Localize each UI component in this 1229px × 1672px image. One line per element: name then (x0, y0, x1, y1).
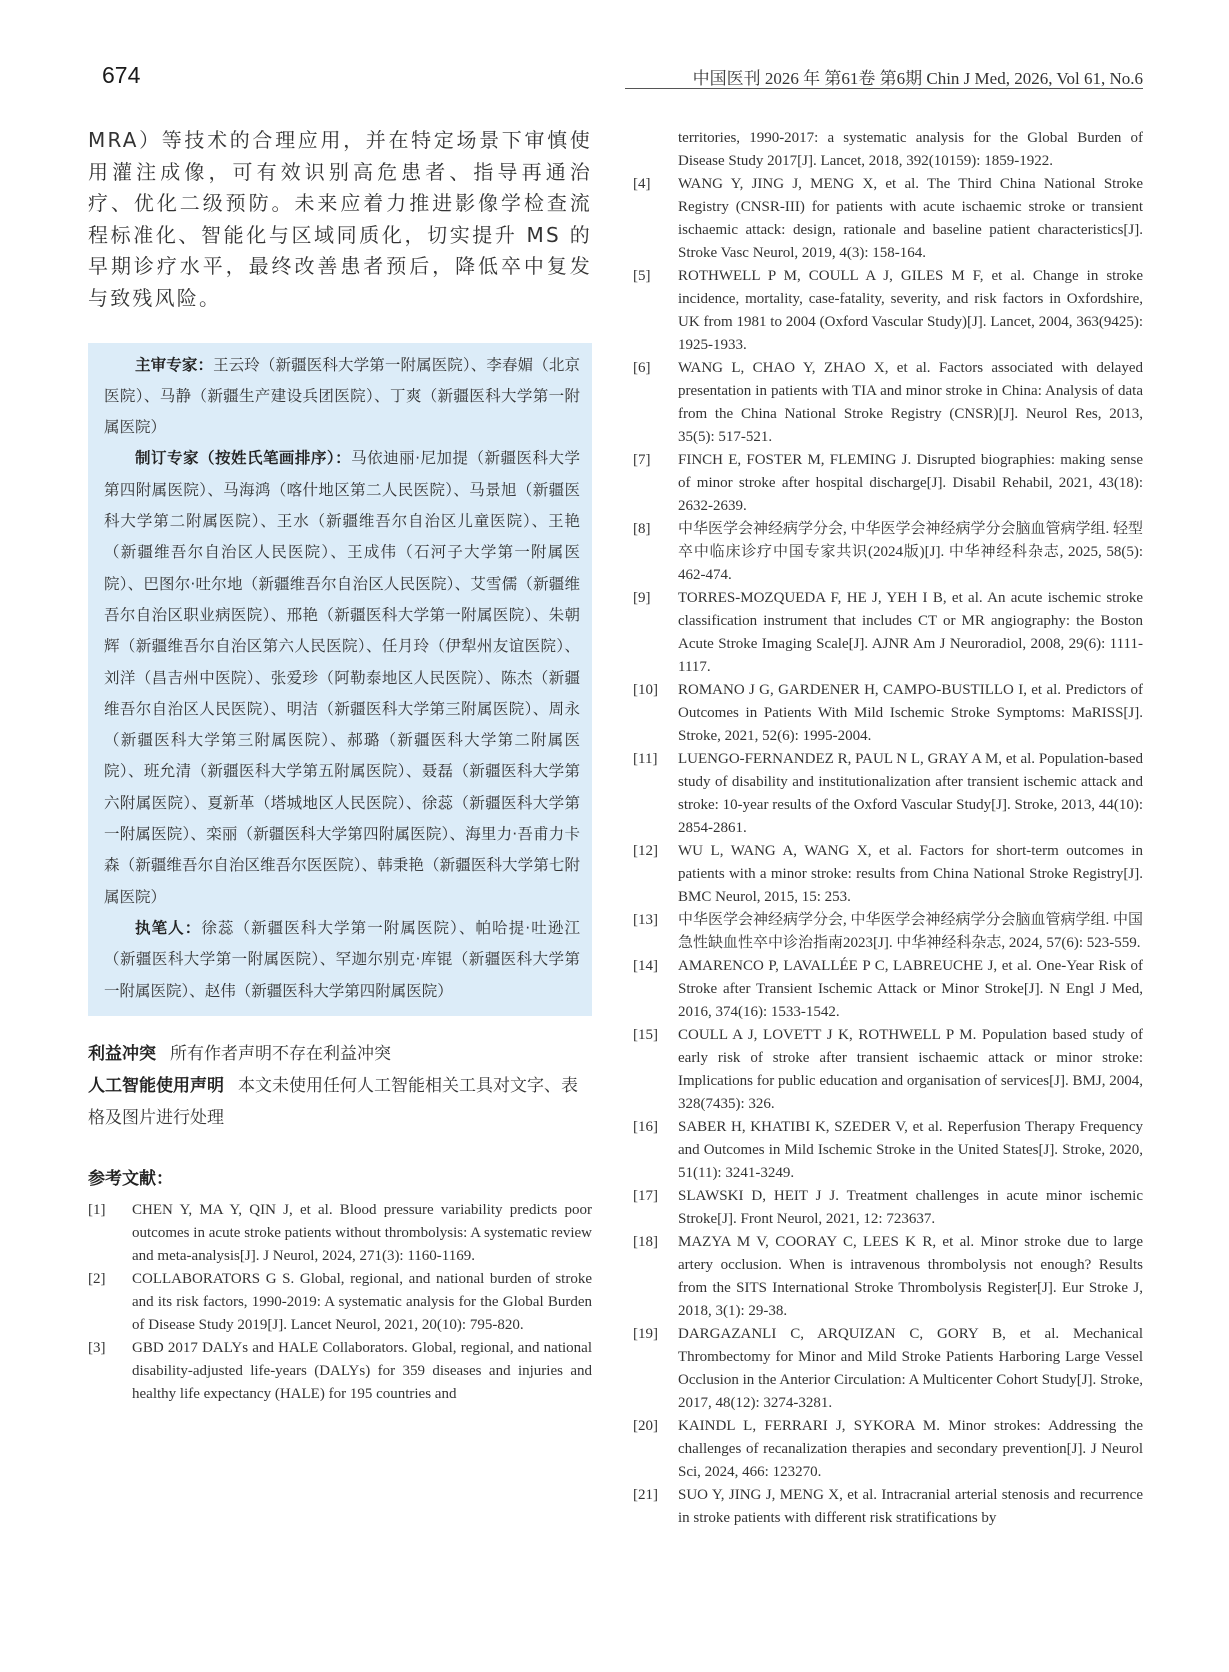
reference-number: [4] (633, 176, 651, 192)
references-list-left (88, 1199, 592, 1406)
reference-text: FINCH E, FOSTER M, FLEMING J. Disrupted biographies: making sense of minor stroke after hospital discharge[J]. Disabil Rehabil, 2021, 43(18): 2632-2639. (678, 452, 1143, 514)
reference-item (633, 357, 1143, 449)
reference-number: [10] (633, 682, 658, 698)
reference-text: WANG L, CHAO Y, ZHAO X, et al. Factors associated with delayed presentation in patients with TIA and minor stroke in China: Analysis of data from the China National Stroke Registry (CNSR)[J]. Neurol Res, 2013, 35(5): 517-521. (678, 360, 1143, 445)
reference-number: [9] (633, 590, 651, 606)
reference-text: COULL A J, LOVETT J K, ROTHWELL P M. Population based study of early risk of stroke after transient ischaemic attack or minor stroke: Implications for public education and organisation of services[J]. BMJ, 2004, 328(7435): 326. (678, 1027, 1143, 1112)
ai-statement (88, 1070, 592, 1134)
reference-continuation: territories, 1990-2017: a systematic analysis for the Global Burden of Disease Study 2017[J]. Lancet, 2018, 392(10159): 1859-1922. (678, 130, 1143, 169)
reference-text: ROTHWELL P M, COULL A J, GILES M F, et al. Change in stroke incidence, mortality, case-fatality, severity, and risk factors in Oxfordshire, UK from 1981 to 2004 (Oxford Vascular Study)[J]. Lancet, 2004, 363(9425): 1925-1933. (678, 268, 1143, 353)
reference-text: ROMANO J G, GARDENER H, CAMPO-BUSTILLO I, et al. Predictors of Outcomes in Patients With Mild Ischemic Stroke Symptoms: MaRISS[J]. Stroke, 2021, 52(6): 1995-2004. (678, 682, 1143, 744)
reference-item (633, 1323, 1143, 1415)
reference-item (633, 518, 1143, 587)
reference-item (88, 1199, 592, 1268)
page-number: 674 (102, 62, 141, 88)
writers (104, 913, 580, 1007)
reference-number: [21] (633, 1487, 658, 1503)
reference-number: [3] (88, 1339, 106, 1356)
reference-text: 中华医学会神经病学分会, 中华医学会神经病学分会脑血管病学组. 中国急性缺血性卒中诊治指南2023[J]. 中华神经科杂志, 2024, 57(6): 523-559. (678, 912, 1144, 951)
reference-item (633, 1024, 1143, 1116)
ai-statement-text: 本文未使用任何人工智能相关工具对文字、表格及图片进行处理 (88, 1075, 578, 1128)
reference-text: SUO Y, JING J, MENG X, et al. Intracranial arterial stenosis and recurrence in stroke patients with different risk stratifications by (678, 1487, 1143, 1526)
reference-item (633, 1415, 1143, 1484)
reference-text: SABER H, KHATIBI K, SZEDER V, et al. Reperfusion Therapy Frequency and Outcomes in Mild Ischemic Stroke in the United States[J]. Stroke, 2020, 51(11): 3241-3249. (678, 1119, 1143, 1181)
reference-number: [14] (633, 958, 658, 974)
reference-text: AMARENCO P, LAVALLÉE P C, LABREUCHE J, et al. One-Year Risk of Stroke after Transient Ischemic Attack or Minor Stroke[J]. N Engl J Med, 2016, 374(16): 1533-1542. (678, 958, 1143, 1020)
reference-number: [11] (633, 751, 658, 767)
drafting-experts-label: 制订专家（按姓氏笔画排序）： (135, 449, 352, 468)
reference-item (633, 1231, 1143, 1323)
reference-item (633, 449, 1143, 518)
reference-text: GBD 2017 DALYs and HALE Collaborators. Global, regional, and national disability-adjusted life-years (DALYs) for 359 diseases and injuries and healthy life expectancy (HALE) for 195 countries and (132, 1339, 592, 1402)
reference-text: 中华医学会神经病学分会, 中华医学会神经病学分会脑血管病学组. 轻型卒中临床诊疗中国专家共识(2024版)[J]. 中华神经科杂志, 2025, 58(5): 462-474. (678, 521, 1144, 583)
reference-text: KAINDL L, FERRARI J, SYKORA M. Minor strokes: Addressing the challenges of recanalization therapies and secondary prevention[J]. J Neurol Sci, 2024, 466: 123270. (678, 1418, 1143, 1480)
reference-text: DARGAZANLI C, ARQUIZAN C, GORY B, et al. Mechanical Thrombectomy for Minor and Mild Stroke Patients Harboring Large Vessel Occlusion in the Anterior Circulation: A Multicenter Cohort Study[J]. Stroke, 2017, 48(12): 3274-3281. (678, 1326, 1143, 1411)
conflict-text: 所有作者声明不存在利益冲突 (170, 1043, 391, 1064)
reference-text: COLLABORATORS G S. Global, regional, and national burden of stroke and its risk factors, 1990-2019: A systematic analysis for the Global Burden of Disease Study 2019[J]. Lancet Neurol, 2021, 20(10): 795-820. (132, 1270, 592, 1333)
reference-item (88, 1268, 592, 1337)
reference-text: SLAWSKI D, HEIT J J. Treatment challenges in acute minor ischemic Stroke[J]. Front Neurol, 2021, 12: 723637. (678, 1188, 1143, 1227)
reference-number: [6] (633, 360, 651, 376)
body-paragraph: MRA）等技术的合理应用，并在特定场景下审慎使用灌注成像，可有效识别高危患者、指导再通治疗、优化二级预防。未来应着力推进影像学检查流程标准化、智能化与区域同质化，切实提升 MS 的早期诊疗水平，最终改善患者预后，降低卒中复发与致残风险。 (88, 128, 592, 310)
reference-number: [17] (633, 1188, 658, 1204)
conflict-label: 利益冲突 (88, 1043, 156, 1064)
writers-text: 徐蕊（新疆医科大学第一附属医院）、帕哈提·吐逊江（新疆医科大学第一附属医院）、罕迦尔别克·库锟（新疆医科大学第一附属医院）、赵伟（新疆医科大学第四附属医院） (104, 918, 580, 1000)
right-column (633, 127, 1143, 1530)
references-list-right (633, 173, 1143, 1530)
reference-item (633, 840, 1143, 909)
reference-item (633, 1116, 1143, 1185)
reference-item (633, 748, 1143, 840)
reference-item (633, 955, 1143, 1024)
references-title: 参考文献： (88, 1168, 173, 1189)
reference-text: TORRES-MOZQUEDA F, HE J, YEH I B, et al. An acute ischemic stroke classification instrument that includes CT or MR angiography: the Boston Acute Stroke Imaging Scale[J]. AJNR Am J Neuroradiol, 2008, 29(6): 1111-1117. (678, 590, 1143, 675)
reference-item (633, 679, 1143, 748)
reference-number: [13] (633, 912, 658, 928)
declarations (88, 1038, 592, 1134)
reference-item (633, 909, 1143, 955)
writers-label: 执笔人： (135, 918, 202, 937)
reference-text: MAZYA M V, COORAY C, LEES K R, et al. Minor stroke due to large artery occlusion. When is intravenous thrombolysis not enough? Results from the SITS International Stroke Thrombolysis Register[J]. Eur Stroke J, 2018, 3(1): 29-38. (678, 1234, 1143, 1319)
reference-number: [15] (633, 1027, 658, 1043)
chief-reviewers (104, 350, 580, 444)
reference-item (633, 173, 1143, 265)
reference-item (633, 1484, 1143, 1530)
reference-text: CHEN Y, MA Y, QIN J, et al. Blood pressure variability predicts poor outcomes in acute stroke patients without thrombolysis: A systematic review and meta-analysis[J]. J Neurol, 2024, 271(3): 1160-1169. (132, 1201, 592, 1264)
conflict-of-interest (88, 1038, 592, 1070)
drafting-experts (104, 443, 580, 912)
reference-text: WU L, WANG A, WANG X, et al. Factors for short-term outcomes in patients with a minor stroke: results from China National Stroke Registry[J]. BMC Neurol, 2015, 15: 253. (678, 843, 1143, 905)
ai-statement-label: 人工智能使用声明 (88, 1075, 224, 1096)
chief-reviewers-label: 主审专家： (135, 355, 214, 374)
reference-item (88, 1337, 592, 1406)
expert-panel (88, 343, 592, 1016)
running-header: 中国医刊 2026 年 第61卷 第6期 Chin J Med, 2026, Vol 61, No.6 (692, 69, 1143, 88)
reference-number: [8] (633, 521, 651, 537)
reference-number: [7] (633, 452, 651, 468)
reference-item (633, 1185, 1143, 1231)
reference-text: WANG Y, JING J, MENG X, et al. The Third China National Stroke Registry (CNSR-III) for patients with acute ischaemic stroke or transient ischaemic attack: design, rationale and baseline patient characteristics[J]. Stroke Vasc Neurol, 2019, 4(3): 158-164. (678, 176, 1143, 261)
reference-item (633, 587, 1143, 679)
reference-item (633, 265, 1143, 357)
reference-number: [12] (633, 843, 658, 859)
reference-number: [20] (633, 1418, 658, 1434)
reference-number: [16] (633, 1119, 658, 1135)
chief-reviewers-text: 王云玲（新疆医科大学第一附属医院）、李春媚（北京医院）、马静（新疆生产建设兵团医院）、丁爽（新疆医科大学第一附属医院） (104, 355, 580, 437)
reference-number: [2] (88, 1270, 106, 1287)
drafting-experts-text: 马依迪丽·尼加提（新疆医科大学第四附属医院）、马海鸿（喀什地区第二人民医院）、马景旭（新疆医科大学第二附属医院）、王水（新疆维吾尔自治区儿童医院）、王艳（新疆维吾尔自治区人民医院）、王成伟（石河子大学第一附属医院）、巴图尔·吐尔地（新疆维吾尔自治区人民医院）、艾雪儒（新疆维吾尔自治区职业病医院）、邢艳（新疆医科大学第一附属医院）、朱朝辉（新疆维吾尔自治区第六人民医院）、任月玲（伊犁州友谊医院）、刘洋（昌吉州中医院）、张爱珍（阿勒泰地区人民医院）、陈杰（新疆维吾尔自治区人民医院）、明洁（新疆医科大学第三附属医院）、周永（新疆医科大学第三附属医院）、郝璐（新疆医科大学第二附属医院）、班允清（新疆医科大学第五附属医院）、聂磊（新疆医科大学第六附属医院）、夏新革（塔城地区人民医院）、徐蕊（新疆医科大学第一附属医院）、栾丽（新疆医科大学第四附属医院）、海里力·吾甫力卡森（新疆维吾尔自治区维吾尔医医院）、韩秉艳（新疆医科大学第七附属医院） (104, 449, 580, 906)
reference-number: [18] (633, 1234, 658, 1250)
reference-number: [5] (633, 268, 651, 284)
reference-number: [19] (633, 1326, 658, 1342)
left-column (88, 125, 592, 1406)
reference-number: [1] (88, 1201, 106, 1218)
header-divider (625, 88, 1143, 89)
reference-text: LUENGO-FERNANDEZ R, PAUL N L, GRAY A M, et al. Population-based study of disability and institutionalization after transient ischemic attack and stroke: 10-year results of the Oxford Vascular Study[J]. Stroke, 2013, 44(10): 2854-2861. (678, 751, 1143, 836)
